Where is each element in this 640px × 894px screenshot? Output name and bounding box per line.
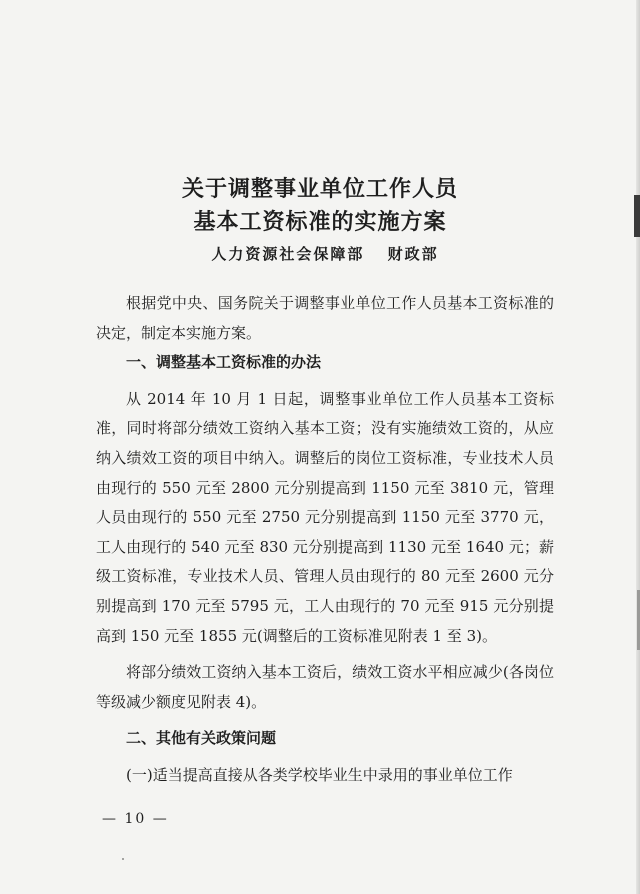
page-number: — 10 — (102, 811, 169, 827)
section-heading-1: 一、调整基本工资标准的办法 (126, 353, 322, 372)
intro-paragraph: 根据党中央、国务院关于调整事业单位工作人员基本工资标准的决定，制定本实施方案。 (96, 294, 554, 342)
scan-speck (122, 858, 124, 860)
page-edge (636, 0, 640, 894)
paragraph-graduates: (一)适当提高直接从各类学校毕业生中录用的事业单位工作 (126, 765, 513, 784)
paragraph-performance-pay: 将部分绩效工资纳入基本工资后，绩效工资水平相应减少(各岗位等级减少额度见附表 4)。 (96, 663, 554, 711)
paragraph-wage-adjustment: 从 2014 年 10 月 1 日起，调整事业单位工作人员基本工资标准，同时将部分绩效工资纳入基本工资；没有实施绩效工资的，从应纳入绩效工资的项目中纳入。调整后的岗位工资标准，专业技术人员由现行的 550 元至 2800 元分别提高到 1150 元至 3810 元，管理人员由现行的 550 元至 2750 元分别提高到 1150 元至 3770 元，工人由现行的 540 元至 830 元分别提高到 1130 元至 1640 元；薪级工资标准，专业技术人员、管理人员由现行的 80 元至 2600 元分别提高到 170 元至 5795 元，工人由现行的 70 元至 915 元分别提高到 150 元至 1855 元(调整后的工资标准见附表 1 至 3)。 (96, 389, 554, 645)
author-mof: 财政部 (387, 245, 439, 263)
document-title-line-2: 基本工资标准的实施方案 (193, 209, 447, 235)
section-heading-2: 二、其他有关政策问题 (126, 729, 277, 748)
document-body (96, 289, 554, 791)
author-mohrss: 人力资源社会保障部 (211, 245, 365, 263)
document-title-line-1: 关于调整事业单位工作人员 (181, 176, 458, 202)
issuing-authorities (0, 243, 640, 264)
